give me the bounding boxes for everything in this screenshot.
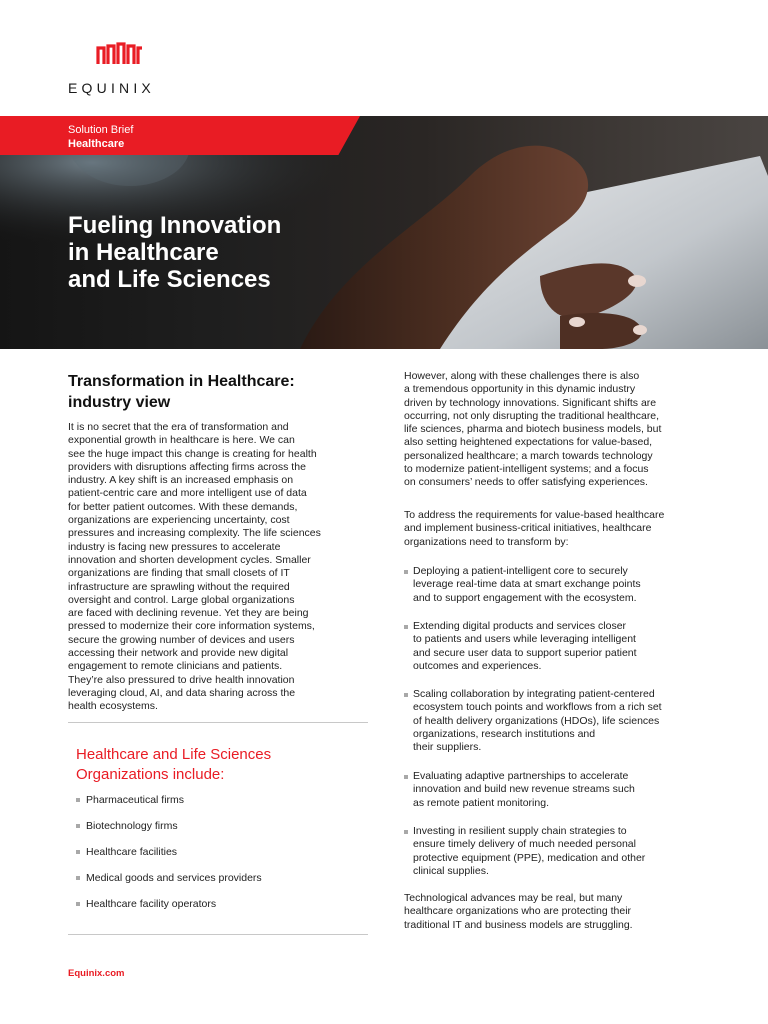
orgs-heading-line: Organizations include:	[76, 766, 225, 783]
list-item-label: Healthcare facility operators	[86, 898, 217, 910]
list-item-label: Biotechnology firms	[86, 820, 178, 832]
title-line: in Healthcare	[68, 239, 219, 266]
text-line: outcomes and experiences.	[413, 659, 542, 672]
text-line: industry is facing new pressures to accelerate	[68, 540, 281, 553]
text-line: However, along with these challenges there is also	[404, 370, 640, 382]
text-line: organizations are finding that small closets of IT	[68, 567, 290, 580]
heading-line: industry view	[68, 394, 171, 411]
opportunity-paragraph	[404, 370, 661, 490]
text-line: personalized healthcare; a march towards technology	[404, 449, 653, 462]
text-line: leveraging cloud, AI, and data sharing across the	[68, 686, 296, 699]
text-line: healthcare organizations who are protecting their	[404, 905, 632, 918]
text-line: innovation and shorten development cycles. Smaller	[68, 553, 311, 566]
text-line: health ecosystems.	[68, 700, 158, 713]
square-bullet-icon	[76, 902, 80, 906]
square-bullet-icon	[404, 775, 408, 779]
text-line: industry. A key shift is an increased emphasis on	[68, 474, 294, 487]
hero-banner	[0, 116, 768, 349]
text-line: organizations are experiencing uncertainty, cost	[68, 514, 290, 527]
text-line: and implement business-critical initiatives, healthcare	[404, 522, 652, 535]
text-line: Scaling collaboration by integrating patient-centered	[413, 688, 655, 700]
text-line: Investing in resilient supply chain strategies to	[413, 825, 627, 837]
square-bullet-icon	[404, 830, 408, 834]
brand-wordmark: EQUINIX	[68, 80, 155, 96]
list-item-label: Healthcare facilities	[86, 846, 178, 858]
bullet-text	[413, 620, 637, 673]
text-line: occurring, not only disrupting the traditional healthcare,	[404, 409, 660, 422]
bullet-text	[413, 770, 635, 810]
text-line: Technological advances may be real, but many	[404, 892, 623, 904]
requirements-paragraph	[404, 509, 664, 549]
text-line: It is no secret that the era of transformation and	[68, 421, 289, 433]
bullet-text	[413, 825, 645, 878]
text-line: are faced with declining revenue. Yet they are being	[68, 607, 309, 620]
text-line: pressed to modernize their core information systems,	[68, 620, 315, 633]
list-item	[76, 820, 262, 846]
square-bullet-icon	[76, 876, 80, 880]
section-heading	[68, 371, 368, 413]
list-item	[76, 898, 262, 924]
text-line: Deploying a patient-intelligent core to securely	[413, 565, 628, 577]
heading-line: Transformation in Healthcare:	[68, 373, 295, 390]
equinix-logo-mark-icon	[96, 42, 144, 68]
page-title	[68, 212, 368, 293]
bullet-text	[413, 565, 641, 605]
text-line: their suppliers.	[413, 741, 482, 754]
text-line: organizations, research institutions and	[413, 727, 596, 740]
title-line: and Life Sciences	[68, 266, 271, 293]
square-bullet-icon	[76, 824, 80, 828]
text-line: and secure user data to support superior patient	[413, 646, 637, 659]
orgs-heading	[76, 745, 356, 785]
footer-site-link[interactable]: Equinix.com	[68, 968, 125, 979]
text-line: a tremendous opportunity in this dynamic industry	[404, 383, 636, 396]
text-line: infrastructure are sprawling without the required	[68, 580, 290, 593]
text-line: secure the growing number of devices and users	[68, 633, 295, 646]
category-label: Healthcare	[68, 138, 125, 150]
text-line: life sciences, pharma and biotech business models, but	[404, 423, 662, 436]
left-column	[68, 371, 368, 714]
text-line: to patients and users while leveraging intelligent	[413, 633, 636, 646]
square-bullet-icon	[404, 693, 408, 697]
list-item	[76, 872, 262, 898]
text-line: protective equipment (PPE), medication and other	[413, 851, 646, 864]
text-line: Evaluating adaptive partnerships to accelerate	[413, 770, 629, 782]
text-line: leverage real-time data at smart exchange points	[413, 578, 641, 591]
industry-view-paragraph	[68, 421, 368, 714]
list-item-label: Pharmaceutical firms	[86, 794, 185, 806]
text-line: see the huge impact this change is creating for health	[68, 447, 317, 460]
text-line: organizations need to transform by:	[404, 535, 569, 548]
doc-type-label: Solution Brief	[68, 124, 134, 136]
text-line: providers with disruptions affecting firms across the	[68, 460, 306, 473]
square-bullet-icon	[404, 570, 408, 574]
text-line: driven by technology innovations. Significant shifts are	[404, 396, 657, 409]
list-item-label: Medical goods and services providers	[86, 872, 262, 884]
text-line: accessing their network and provide new digital	[68, 647, 289, 660]
text-line: ensure timely delivery of much needed personal	[413, 838, 636, 851]
text-line: Extending digital products and services closer	[413, 620, 627, 632]
square-bullet-icon	[76, 798, 80, 802]
bullet-text	[413, 688, 662, 754]
text-line: and to support engagement with the ecosystem.	[413, 591, 637, 604]
text-line: of health delivery organizations (HDOs), life sciences	[413, 714, 660, 727]
text-line: engagement to remote clinicians and patients.	[68, 660, 283, 673]
text-line: for better patient outcomes. With these demands,	[68, 500, 298, 513]
orgs-list	[76, 794, 262, 924]
title-line: Fueling Innovation	[68, 212, 282, 239]
text-line: also setting heightened expectations for value-based,	[404, 436, 653, 449]
text-line: ecosystem touch points and workflows from a rich set	[413, 701, 662, 714]
text-line: as remote patient monitoring.	[413, 796, 549, 809]
text-line: oversight and control. Large global organizations	[68, 593, 295, 606]
text-line: pressures and increasing complexity. The life sciences	[68, 527, 321, 540]
text-line: traditional IT and business models are struggling.	[404, 918, 633, 931]
divider	[68, 722, 368, 723]
square-bullet-icon	[404, 625, 408, 629]
text-line: patient-centric care and more intelligent use of data	[68, 487, 307, 500]
text-line: To address the requirements for value-based healthcare	[404, 509, 665, 521]
text-line: to modernize patient-intelligent systems; and a focus	[404, 463, 649, 476]
hero-red-band	[0, 116, 360, 155]
list-item	[76, 794, 262, 820]
list-item	[76, 846, 262, 872]
text-line: They’re also pressured to drive health innovation	[68, 673, 295, 686]
orgs-heading-line: Healthcare and Life Sciences	[76, 746, 272, 763]
closing-paragraph	[404, 892, 633, 932]
text-line: innovation and build new revenue streams such	[413, 783, 635, 796]
square-bullet-icon	[76, 850, 80, 854]
text-line: on consumers’ needs to offer satisfying experiences.	[404, 476, 648, 489]
text-line: exponential growth in healthcare is here. We can	[68, 434, 295, 447]
divider	[68, 934, 368, 935]
text-line: clinical supplies.	[413, 864, 489, 877]
